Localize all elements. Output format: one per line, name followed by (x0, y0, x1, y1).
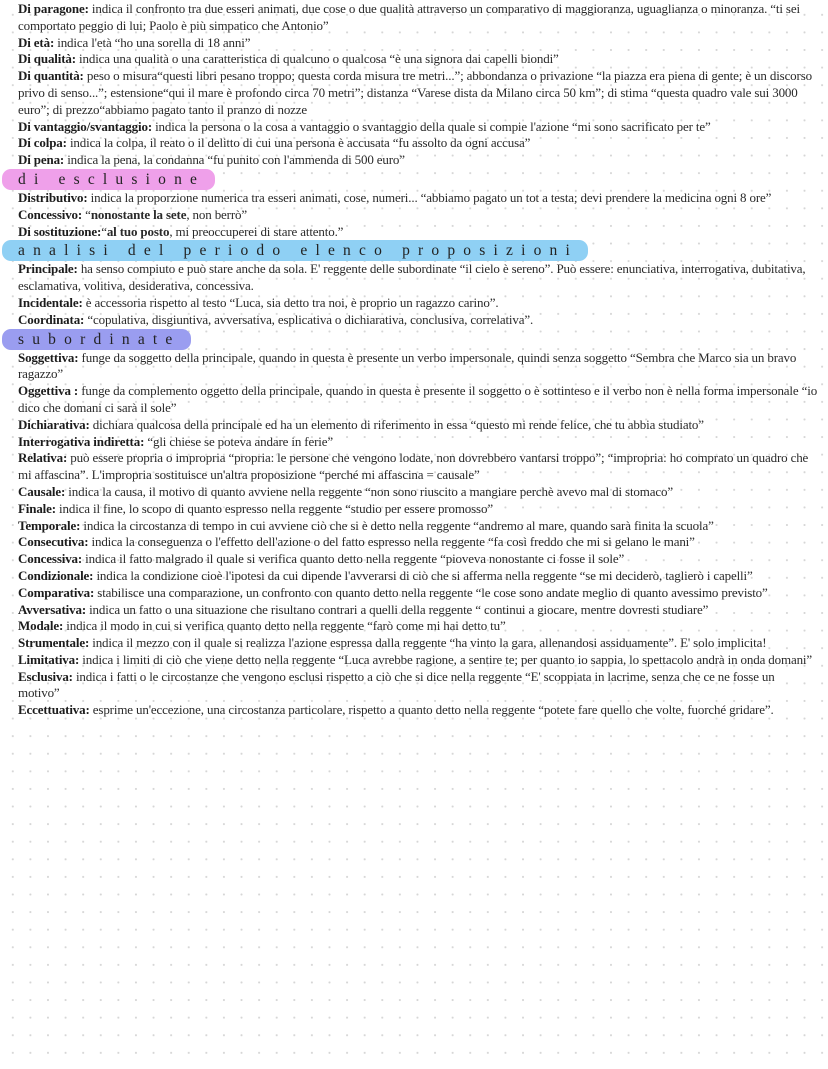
entry-subordinata (18, 450, 818, 484)
entry-text: funge da soggetto della principale, quando in questa è presente un verbo impersonale, quindi senza soggetto “Sembra che Marco sia un bravo ragazzo” (18, 349, 797, 382)
entry-text: stabilisce una comparazione, un confronto con quanto detto nella reggente “le cose sono andate meglio di quanto avessimo previsto” (94, 584, 768, 600)
entry-term: Limitativa: (18, 651, 80, 667)
entry-subordinata (18, 434, 818, 451)
entry-eta: Di età: indica l'età “ho una sorella di 18 anni” (18, 34, 251, 50)
entry-text: indica la condizione cioè l'ipotesi da cui dipende l'avverarsi di ciò che si afferma nella reggente “se mi deciderò, taglierò i capelli” (93, 567, 753, 583)
entry-pena: Di pena: indica la pena, la condanna “fu punito con l'ammenda di 500 euro” (18, 152, 405, 168)
entry-text: indica il fine, lo scopo di quanto espresso nella reggente “studio per essere promosso” (55, 500, 493, 516)
heading-analisi: analisi del periodo elenco proposizioni (2, 240, 588, 261)
entry-subordinata (18, 484, 818, 501)
entry-term: Eccettuativa: (18, 702, 90, 718)
entry-term: Temporale: (18, 517, 81, 533)
heading-subordinate: subordinate (2, 329, 191, 350)
entry-vantaggio: Di vantaggio/svantaggio: indica la persona o la cosa a vantaggio o svantaggio della quale si compie l'azione “mi sono sacrificato per te” (18, 118, 711, 134)
heading-analisi-row (18, 240, 818, 261)
entry-coordinata: Coordinata: “copulativa, disgiuntiva, avversativa, esplicativa o dichiarativa, conclusiva, correlativa”. (18, 311, 534, 327)
entry-term: Concessiva: (18, 551, 83, 567)
entry-text: indica un fatto o una situazione che risultano contrari a quelli della reggente “ continui a giocare, mentre dovresti studiare” (86, 601, 709, 617)
heading-esclusione: di esclusione (2, 169, 215, 190)
entry-term: Avversativa: (18, 601, 86, 617)
entry-text: indica la circostanza di tempo in cui avviene ciò che si è detto nella reggente “andremo al mare, quando sarà finita la scuola” (80, 517, 714, 533)
entry-text: indica i fatti o le circostanze che vengono esclusi rispetto a ciò che si dice nella reggente “E' scoppiata in lacrime, senza che ce ne fosse un motivo” (18, 668, 775, 701)
entry-subordinata (18, 534, 818, 551)
entry-subordinata (18, 501, 818, 518)
entry-quantita: Di quantità: peso o misura“questi libri pesano troppo; questa corda misura tre metri...”; abbondanza o privazione “la piazza era piena di gente; è un discorso privo di senso...”; estensione“qui il mare è profondo circa 70 metri”; distanza “Varese dista da Milano circa 50 km”; di stima “questa quadro vale sui 3000 euro”; di prezzo“abbiamo pagato tanto il pranzo di nozze (18, 68, 812, 117)
entry-term: Modale: (18, 618, 64, 634)
entry-subordinata (18, 585, 818, 602)
entry-text: indica la causa, il motivo di quanto avviene nella reggente “non sono riuscito a mangiare perchè avevo mal di stomaco” (65, 483, 673, 499)
entry-term: Consecutiva: (18, 534, 89, 550)
entry-subordinata (18, 635, 818, 652)
entry-subordinata (18, 350, 818, 384)
entry-text: indica i limiti di ciò che viene detto nella reggente “Luca avrebbe ragione, a sentire te; per quanto io sappia, lo spettacolo andrà in onda domani” (79, 651, 812, 667)
entry-subordinata (18, 568, 818, 585)
notes-page (18, 1, 818, 719)
entry-text: dichiara qualcosa della principale ed ha un elemento di riferimento in essa “questo mi rende felice, che tu abbia studiato” (89, 416, 704, 432)
entry-sostituzione: Di sostituzione:“al tuo posto, mi preoccuperei di stare attento.” (18, 223, 344, 239)
entry-subordinata (18, 652, 818, 669)
entry-concessivo: Concessivo: “nonostante la sete, non berrò” (18, 206, 247, 222)
heading-subordinate-row (18, 329, 818, 350)
entry-colpa: Di colpa: indica la colpa, il reato o il delitto di cui una persona è accusata “fu assolto da ogni accusa” (18, 135, 531, 151)
entry-subordinata (18, 518, 818, 535)
entry-term: Finale: (18, 500, 56, 516)
entry-text: esprime un'eccezione, una circostanza particolare, rispetto a quanto detto nella reggente “potete fare quello che volte, fuorché gridare”. (89, 702, 774, 718)
heading-esclusione-row (18, 169, 818, 190)
entry-paragone: Di paragone: indica il confronto tra due esseri animati, due cose o due qualità attraverso un comparativo di maggioranza, uguaglianza o minoranza. “ti sei comportato peggio di lui; Paolo è più simpatico che Antonio” (18, 1, 800, 33)
entry-subordinata (18, 383, 818, 417)
entry-distributivo: Distributivo: indica la proporzione numerica tra esseri animati, cose, numeri... “abbiamo pagato un tot a testa; devi prendere la medicina ogni 8 ore” (18, 189, 772, 205)
entry-text: indica il fatto malgrado il quale si verifica quanto detto nella reggente “pioveva nonostante ci fosse il sole” (82, 551, 625, 567)
entry-term: Soggettiva: (18, 349, 79, 365)
entry-incidentale: Incidentale: è accessoria rispetto al testo “Luca, sia detto tra noi, è proprio un ragazzo carino”. (18, 294, 499, 310)
entry-term: Strumentale: (18, 635, 90, 651)
entry-subordinata (18, 669, 818, 703)
entry-principale: Principale: ha senso compiuto e può stare anche da sola. E' reggente delle subordinate “il cielo è sereno”. Può essere: enunciativa, interrogativa, dubitativa, esclamativa, volitiva, desiderativa, concessiva. (18, 261, 806, 294)
entry-subordinata (18, 702, 818, 719)
entry-term: Dichiarativa: (18, 416, 90, 432)
entry-subordinata (18, 618, 818, 635)
entry-term: Condizionale: (18, 567, 94, 583)
entry-text: indica il mezzo con il quale si realizza l'azione espressa dalla reggente “ha vinto la gara, allenandosi assiduamente”. E' solo implicita! (89, 635, 767, 651)
entry-term: Comparativa: (18, 584, 95, 600)
subordinate-list (18, 350, 818, 720)
entry-text: indica il modo in cui si verifica quanto detto nella reggente “farò come mi hai detto tu” (63, 618, 506, 634)
entry-term: Relativa: (18, 450, 68, 466)
entry-qualita: Di qualità: indica una qualità o una caratteristica di qualcuno o qualcosa “è una signora dai capelli biondi” (18, 51, 559, 67)
entry-text: “gli chiese se poteva andare in ferie” (144, 433, 333, 449)
entry-text: funge da complemento oggetto della principale, quando in questa è presente il soggetto o è sottinteso e il verbo non è nella forma impersonale “io dico che domani ci sarà il sole” (18, 383, 818, 415)
entry-term: Causale: (18, 483, 66, 499)
entry-term: Esclusiva: (18, 668, 73, 684)
entry-subordinata (18, 417, 818, 434)
entry-term: Oggettiva : (18, 383, 79, 399)
entry-term: Interrogativa indiretta: (18, 433, 145, 449)
entry-subordinata (18, 602, 818, 619)
entry-text: indica la conseguenza o l'effetto dell'azione o del fatto espresso nella reggente “fa così freddo che mi si gelano le mani” (88, 534, 695, 550)
entry-text: può essere propria o impropria “propria: le persone che vengono lodate, non dovrebbero vantarsi troppo”; “impropria: ho comprato un quadro che mi affascina”. L'impropria sostituisce un'altra proposizione “perché mi affascina = causale” (18, 450, 809, 483)
entry-subordinata (18, 551, 818, 568)
